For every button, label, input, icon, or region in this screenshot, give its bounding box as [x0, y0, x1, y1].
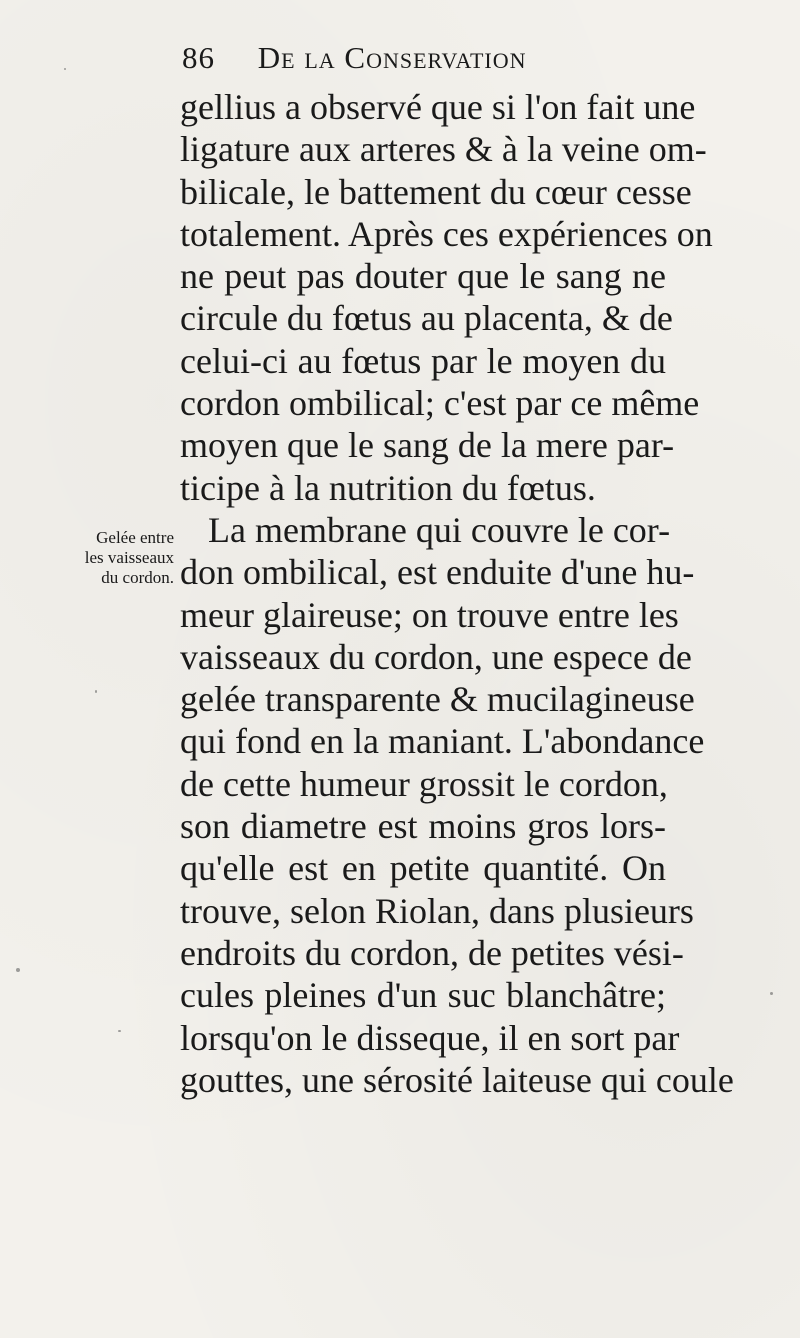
paragraph-1	[180, 86, 713, 509]
text-line: cordon ombilical; c'est par ce même	[180, 383, 700, 424]
text-line: don ombilical, est enduite d'une hu-	[180, 552, 695, 593]
running-title: De la Conservation	[257, 40, 527, 75]
paper-speck	[16, 968, 20, 972]
text-line: totalement. Après ces expériences on	[180, 213, 713, 254]
text-line: trouve, selon Riolan, dans plusieurs	[180, 890, 694, 931]
margin-note-line: du cordon.	[101, 568, 174, 587]
page-number: 86	[182, 40, 215, 75]
text-line: cules pleines d'un suc blanchâtre;	[180, 975, 666, 1016]
text-line: son diametre est moins gros lors-	[180, 806, 666, 847]
page-header	[182, 40, 602, 84]
paper-speck	[770, 992, 773, 995]
text-line: moyen que le sang de la mere par-	[180, 425, 675, 466]
paper-speck	[64, 68, 66, 70]
text-line: celui-ci au fœtus par le moyen du	[180, 340, 666, 381]
paper-speck	[118, 1030, 121, 1032]
text-line: ligature aux arteres & à la veine om-	[180, 129, 707, 170]
margin-note	[48, 528, 174, 588]
text-line: qu'elle est en petite quantité. On	[180, 848, 666, 889]
paragraph-2	[180, 509, 734, 1101]
text-line: La membrane qui couvre le cor-	[208, 509, 671, 550]
paper-speck	[95, 690, 97, 693]
text-line: gouttes, une sérosité laiteuse qui coule	[180, 1059, 734, 1100]
text-line: gelée transparente & mucilagineuse	[180, 679, 695, 720]
text-line: qui fond en la maniant. L'abondance	[180, 721, 705, 762]
text-line: de cette humeur grossit le cordon,	[180, 763, 668, 804]
text-line: circule du fœtus au placenta, & de	[180, 298, 673, 339]
text-line: endroits du cordon, de petites vési-	[180, 932, 684, 973]
text-line: lorsqu'on le disseque, il en sort par	[180, 1017, 680, 1058]
body-text	[180, 86, 734, 1101]
text-line: meur glaireuse; on trouve entre les	[180, 594, 679, 635]
text-line: bilicale, le battement du cœur cesse	[180, 171, 692, 212]
text-line: vaisseaux du cordon, une espece de	[180, 636, 692, 677]
text-line: ne peut pas douter que le sang ne	[180, 256, 666, 297]
text-line: gellius a observé que si l'on fait une	[180, 87, 696, 127]
text-line: ticipe à la nutrition du fœtus.	[180, 467, 596, 508]
margin-note-line: Gelée entre	[96, 528, 174, 547]
margin-note-line: les vaisseaux	[84, 548, 174, 567]
